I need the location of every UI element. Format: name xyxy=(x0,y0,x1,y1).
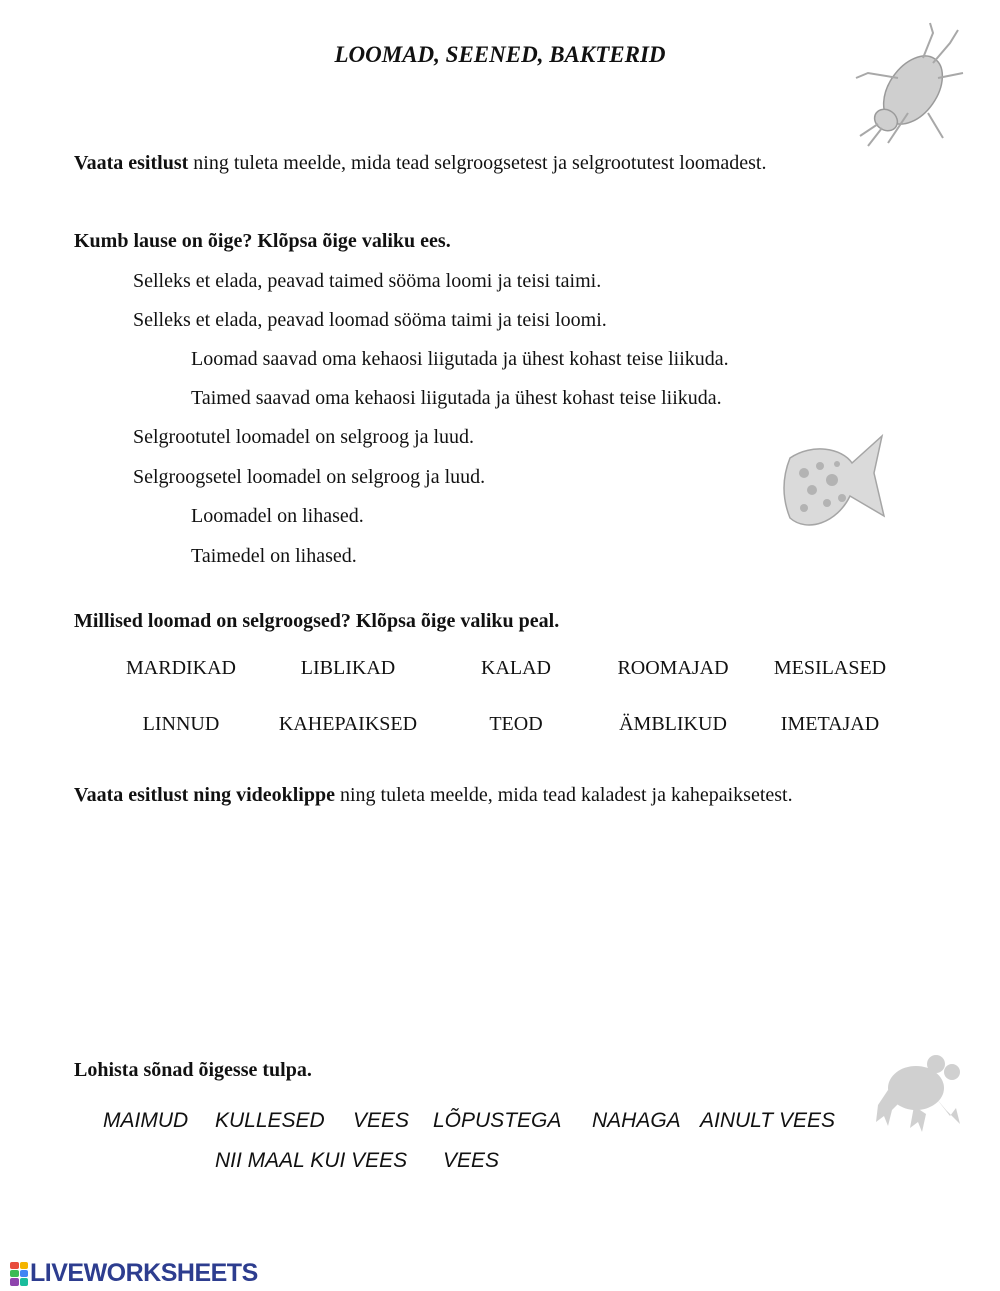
logo-icon xyxy=(10,1262,28,1286)
drag-word[interactable]: AINULT VEES xyxy=(700,1109,835,1132)
sentence-option[interactable]: Taimedel on lihased. xyxy=(191,545,357,567)
drag-word[interactable]: VEES xyxy=(353,1109,410,1132)
sentence-option[interactable]: Taimed saavad oma kehaosi liigutada ja ühest kohast teise liikuda. xyxy=(191,387,722,409)
animal-choice[interactable]: MARDIKAD xyxy=(126,657,236,679)
drag-word[interactable]: LÕPUSTEGA xyxy=(433,1109,562,1132)
intro-text: Vaata esitlust ning tuleta meelde, mida tead selgroogsetest ja selgrootutest loomadest. xyxy=(74,152,767,174)
drag-word[interactable]: NII MAAL KUI VEES xyxy=(215,1149,408,1172)
animal-choice[interactable]: MESILASED xyxy=(773,657,887,679)
question-heading: Kumb lause on õige? Klõpsa õige valiku ees. xyxy=(74,230,451,252)
drag-word[interactable]: VEES xyxy=(443,1149,500,1172)
animal-choice[interactable]: KALAD xyxy=(481,657,551,679)
beetle-icon xyxy=(838,18,978,153)
liveworksheets-logo xyxy=(10,1259,258,1288)
question-heading: Lohista sõnad õigesse tulpa. xyxy=(74,1059,312,1081)
sentence-option[interactable]: Selgroogsetel loomadel on selgroog ja luud. xyxy=(133,466,486,488)
animal-choice[interactable]: LINNUD xyxy=(142,713,220,735)
sentence-option[interactable]: Loomad saavad oma kehaosi liigutada ja ühest kohast teise liikuda. xyxy=(191,348,729,370)
animal-choice[interactable]: ÄMBLIKUD xyxy=(619,713,727,735)
question-heading: Millised loomad on selgroogsed? Klõpsa õige valiku peal. xyxy=(74,610,560,632)
drag-word[interactable]: KULLESED xyxy=(215,1109,325,1132)
animal-choice[interactable]: KAHEPAIKSED xyxy=(278,713,418,735)
fish-icon xyxy=(782,428,890,536)
sentence-option[interactable]: Selleks et elada, peavad loomad sööma taimi ja teisi loomi. xyxy=(133,309,607,331)
animal-choice[interactable]: IMETAJAD xyxy=(780,713,880,735)
animal-choice[interactable]: TEOD xyxy=(489,713,543,735)
sentence-option[interactable]: Selleks et elada, peavad taimed sööma loomi ja teisi taimi. xyxy=(133,270,602,292)
sentence-option[interactable]: Selgrootutel loomadel on selgroog ja luud. xyxy=(133,426,475,448)
intro-text: Vaata esitlust ning videoklippe ning tuleta meelde, mida tead kaladest ja kahepaiksetest. xyxy=(74,784,793,806)
logo-text: LIVEWORKSHEETS xyxy=(30,1259,258,1287)
animal-choice[interactable]: LIBLIKAD xyxy=(300,657,396,679)
page-title: LOOMAD, SEENED, BAKTERID xyxy=(334,42,666,67)
frog-icon xyxy=(874,1050,964,1135)
animal-choice[interactable]: ROOMAJAD xyxy=(617,657,729,679)
sentence-option[interactable]: Loomadel on lihased. xyxy=(191,505,364,527)
drag-word[interactable]: NAHAGA xyxy=(592,1109,681,1132)
drag-word[interactable]: MAIMUD xyxy=(103,1109,189,1132)
